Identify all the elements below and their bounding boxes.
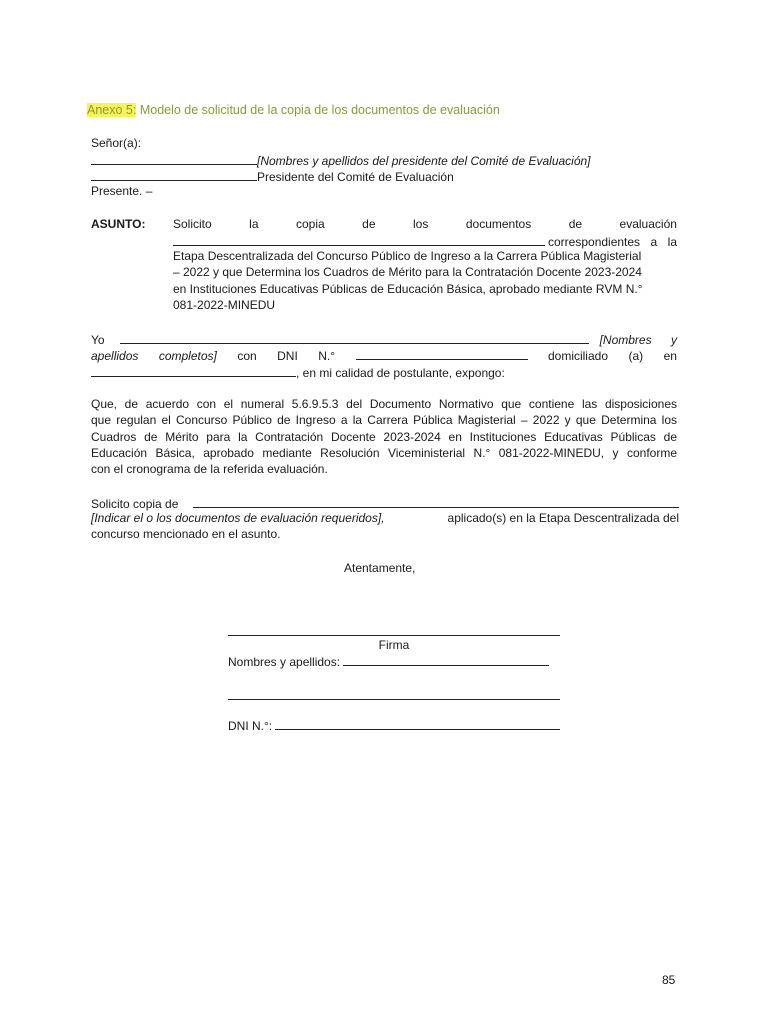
asunto-line-1: [173, 216, 677, 232]
signature-dni-row: [228, 716, 560, 734]
asunto-line-3: Etapa Descentralizada del Concurso Público de Ingreso a la Carrera Pública Magisterial: [173, 249, 642, 263]
word: N.°: [318, 349, 336, 363]
word: DNI: [277, 349, 298, 363]
solicito-line-2-rest: aplicado(s) en la Etapa Descentralizada del: [447, 511, 679, 525]
president-names-placeholder: [Nombres y apellidos del presidente del Comité de Evaluación]: [257, 154, 591, 168]
yo-line-2: [91, 346, 677, 364]
word: documentos: [465, 217, 532, 231]
signature-names-row: [228, 652, 549, 670]
asunto-line-6: 081-2022-MINEDU: [173, 298, 276, 312]
word: la: [249, 217, 259, 231]
annex-label: Anexo 5:: [87, 103, 137, 117]
word: [Nombres: [599, 333, 652, 347]
word: domiciliado: [547, 349, 608, 363]
asunto-label: ASUNTO:: [91, 217, 146, 231]
dni-blank: [356, 346, 528, 360]
que-paragraph: [91, 396, 677, 477]
solicito-italic: [Indicar el o los documentos de evaluación requeridos],: [91, 511, 385, 525]
word: apellidos: [91, 349, 139, 363]
paragraph-line: con el cronograma de la referida evaluación.: [91, 462, 328, 477]
blank-line: [91, 167, 257, 181]
asunto-line-5: en Instituciones Educativas Públicas de Educación Básica, aprobado mediante RVM N.°: [173, 282, 643, 296]
documents-requested-blank: [193, 494, 679, 508]
word: correspondientes: [548, 235, 641, 249]
paragraph-line: Que, de acuerdo con el numeral 5.6.9.5.3 del Documento Normativo que contiene las disposiciones: [91, 397, 677, 411]
paragraph-line: que regulan el Concurso Público de Ingreso a la Carrera Pública Magisterial – 2022 y que Determina los: [91, 413, 677, 428]
annex-title: Modelo de solicitud de la copia de los documentos de evaluación: [139, 103, 500, 117]
annex-heading: [87, 102, 500, 118]
asunto-line-4: – 2022 y que Determina los Cuadros de Mérito para la Contratación Docente 2023-2024: [173, 265, 642, 279]
paragraph-line: Educación Básica, aprobado mediante Resolución Viceministerial N.° 081-2022-MINEDU, y conforme: [91, 445, 677, 460]
word: de: [568, 217, 583, 231]
blank-line: [91, 151, 257, 165]
yo-text: Yo: [91, 333, 105, 347]
word: los: [413, 217, 429, 231]
word: (a): [628, 349, 644, 363]
presente: Presente. –: [91, 184, 153, 198]
yo-line-3-suffix: , en mi calidad de postulante, expongo:: [296, 366, 505, 380]
president-title: Presidente del Comité de Evaluación: [257, 170, 454, 184]
signature-dni-label: DNI N.°:: [228, 719, 273, 733]
names-blank: [343, 652, 549, 666]
solicito-prefix: Solicito copia de: [91, 497, 179, 511]
solicito-line-2: [91, 510, 679, 526]
full-name-blank: [120, 330, 589, 344]
solicito-line-3: concurso mencionado en el asunto.: [91, 527, 281, 541]
page-number: 85: [662, 973, 676, 987]
word: Solicito: [173, 217, 212, 231]
signature-line: [228, 635, 560, 636]
extra-blank-line: [228, 699, 560, 700]
word: y: [671, 333, 677, 347]
word: copia: [296, 217, 325, 231]
word: completos]: [158, 349, 217, 363]
yo-line-3: [91, 363, 505, 381]
word: en: [663, 349, 677, 363]
salutation: Señor(a):: [91, 136, 142, 150]
word: a: [650, 235, 658, 249]
closing: Atentamente,: [344, 561, 416, 575]
dni-signature-blank: [275, 716, 560, 730]
word: evaluación: [619, 217, 677, 231]
word: con: [237, 349, 257, 363]
paragraph-line: Cuadros de Mérito para la Contratación Docente 2023-2024 en Instituciones Educativas Públicas de: [91, 429, 677, 444]
address-blank: [91, 363, 296, 377]
signature-names-label: Nombres y apellidos:: [228, 655, 341, 669]
word: de: [362, 217, 376, 231]
evaluation-documents-blank: [173, 232, 545, 246]
word: la: [667, 235, 677, 249]
firma-label: Firma: [378, 638, 410, 652]
